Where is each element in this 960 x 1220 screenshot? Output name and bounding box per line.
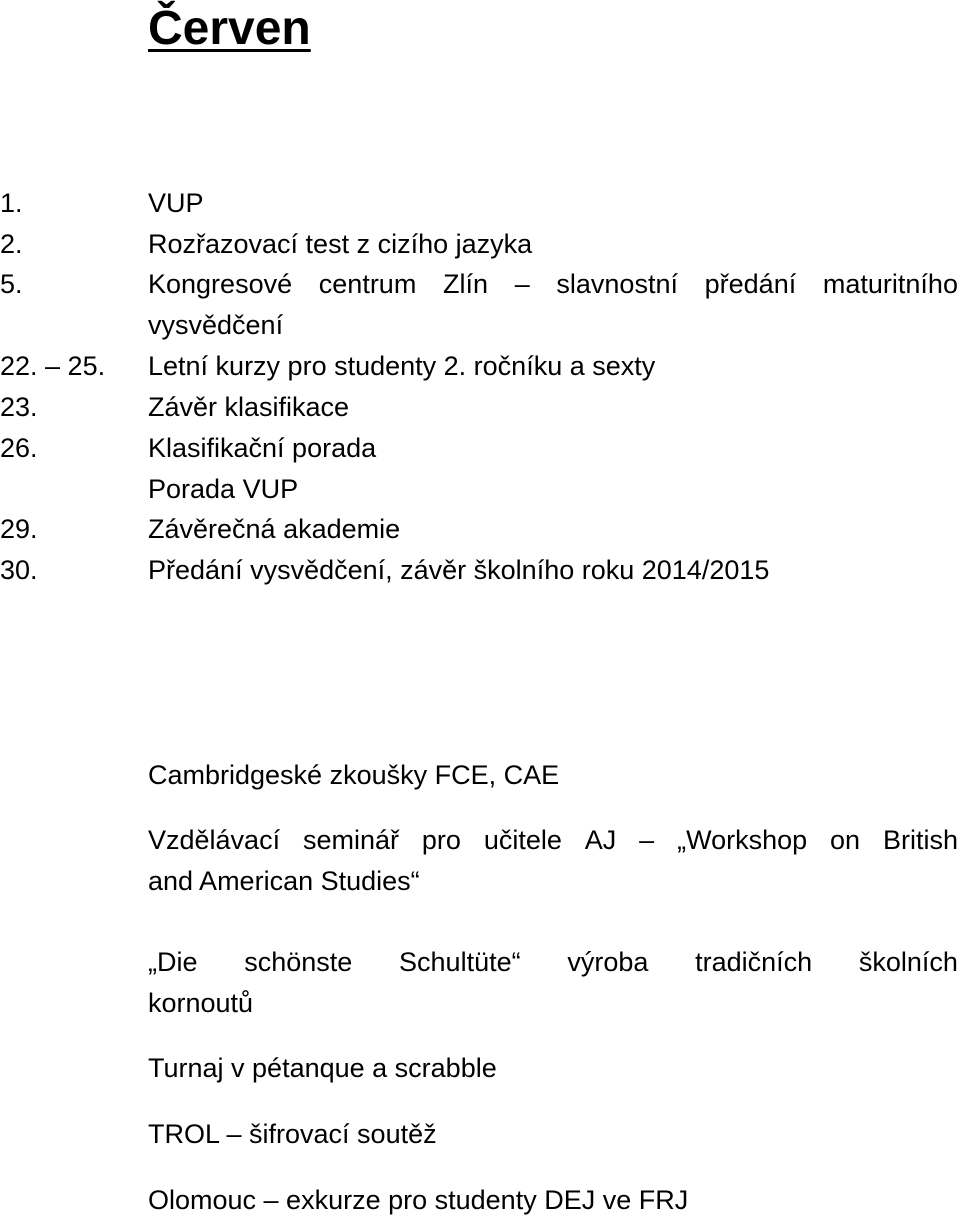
word: předání bbox=[704, 269, 797, 299]
event-seminar-line bbox=[148, 820, 958, 860]
word: seminář bbox=[302, 825, 399, 855]
schedule-day: 26. bbox=[0, 433, 38, 463]
word: „Workshop bbox=[677, 825, 808, 855]
event-olomouc: Olomouc – exkurze pro studenty DEJ ve FRJ bbox=[148, 1185, 689, 1215]
schedule-event: Závěr klasifikace bbox=[148, 392, 350, 422]
schedule-day: 29. bbox=[0, 514, 38, 544]
word: slavnostní bbox=[556, 269, 678, 299]
schedule-event: Klasifikační porada bbox=[148, 433, 377, 463]
schedule-day: 22. – 25. bbox=[0, 351, 106, 381]
word: AJ bbox=[584, 825, 617, 855]
schedule-event: Rozřazovací test z cizího jazyka bbox=[148, 229, 533, 259]
word: pro bbox=[421, 825, 461, 855]
word: „Die bbox=[148, 947, 198, 977]
word: centrum bbox=[318, 269, 417, 299]
schedule-day: 30. bbox=[0, 555, 38, 585]
word: Kongresové bbox=[148, 269, 293, 299]
word: schönste bbox=[244, 947, 353, 977]
word: maturitního bbox=[822, 269, 958, 299]
schedule-event: Závěrečná akademie bbox=[148, 514, 401, 544]
event-schultute-line bbox=[148, 942, 958, 982]
schedule-event: Předání vysvědčení, závěr školního roku 2014/2015 bbox=[148, 555, 770, 585]
word: Zlín bbox=[443, 269, 489, 299]
word: učitele bbox=[483, 825, 562, 855]
schedule-event-continuation: vysvědčení bbox=[148, 310, 284, 340]
word: on bbox=[830, 825, 861, 855]
schedule-day: 23. bbox=[0, 392, 38, 422]
schedule-day: 2. bbox=[0, 229, 23, 259]
event-petanque: Turnaj v pétanque a scrabble bbox=[148, 1053, 497, 1083]
event-seminar-continuation: and American Studies“ bbox=[148, 866, 420, 896]
word: školních bbox=[858, 947, 958, 977]
word: Vzdělávací bbox=[148, 825, 281, 855]
event-cambridge: Cambridgeské zkoušky FCE, CAE bbox=[148, 760, 560, 790]
word: – bbox=[514, 269, 530, 299]
word: British bbox=[882, 825, 958, 855]
schedule-event: VUP bbox=[148, 188, 204, 218]
word: – bbox=[639, 825, 655, 855]
schedule-day: 1. bbox=[0, 188, 23, 218]
schedule-event: Letní kurzy pro studenty 2. ročníku a sexty bbox=[148, 351, 656, 381]
schedule-day: 5. bbox=[0, 269, 23, 299]
event-schultute-continuation: kornoutů bbox=[148, 988, 254, 1018]
word: výroba bbox=[567, 947, 649, 977]
page-title: Červen bbox=[148, 2, 311, 55]
schedule-event: Porada VUP bbox=[148, 474, 299, 504]
word: tradičních bbox=[695, 947, 813, 977]
schedule-event-line bbox=[148, 264, 958, 304]
event-trol: TROL – šifrovací soutěž bbox=[148, 1119, 437, 1149]
word: Schultüte“ bbox=[399, 947, 521, 977]
